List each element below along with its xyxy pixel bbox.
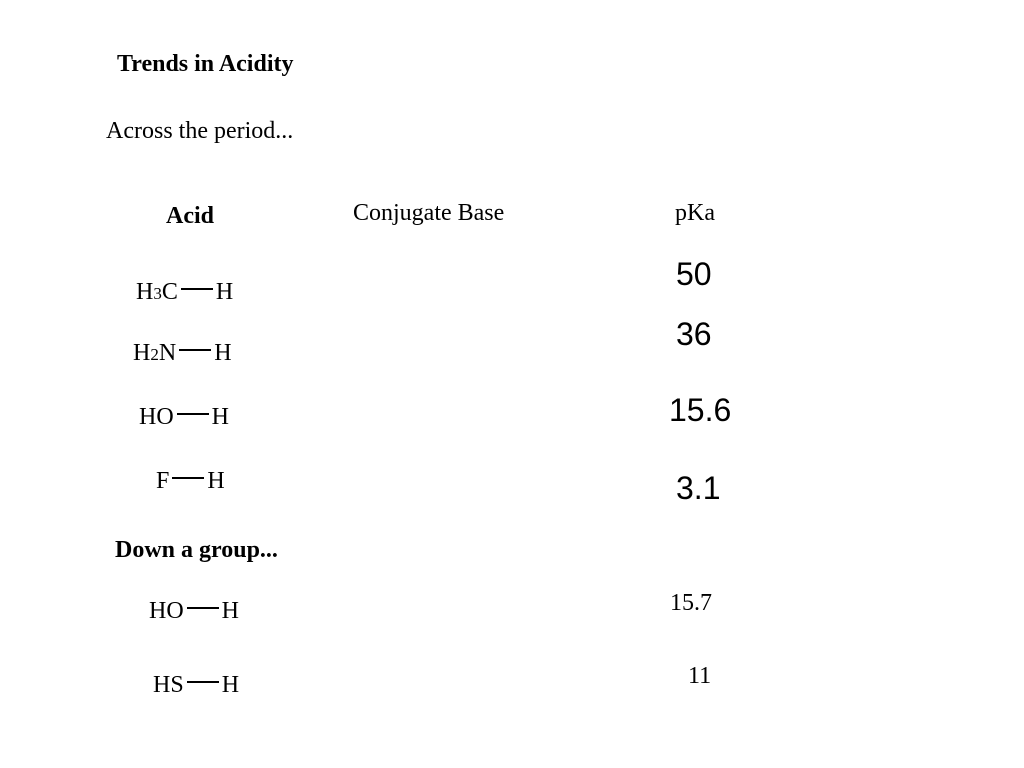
formula-group: H 2 N xyxy=(133,340,177,366)
acid-formula-hydrogen-fluoride: F H xyxy=(156,468,225,494)
pka-value: 15.6 xyxy=(669,392,732,428)
single-bond-line xyxy=(181,288,213,290)
single-bond-line xyxy=(187,607,219,609)
section-heading-period: Across the period... xyxy=(106,118,294,144)
acid-formula-water-group: HO H xyxy=(149,598,240,624)
single-bond-line xyxy=(187,681,219,683)
page-title: Trends in Acidity xyxy=(117,51,294,77)
column-header-pka: pKa xyxy=(675,200,715,226)
section-heading-group: Down a group... xyxy=(115,537,278,563)
pka-value: 15.7 xyxy=(670,590,712,616)
formula-group: H 3 C xyxy=(136,279,178,305)
pka-value: 36 xyxy=(676,316,712,352)
acid-formula-water: HO H xyxy=(139,404,230,430)
acid-formula-methane: H 3 C H xyxy=(136,279,234,305)
acid-formula-ammonia: H 2 N H xyxy=(133,340,232,366)
column-header-conjugate-base: Conjugate Base xyxy=(353,200,505,226)
pka-value: 11 xyxy=(688,663,712,689)
acid-formula-hydrogen-sulfide: HS H xyxy=(153,672,240,698)
single-bond-line xyxy=(177,413,209,415)
pka-value: 3.1 xyxy=(676,470,721,506)
column-header-acid: Acid xyxy=(166,203,214,229)
single-bond-line xyxy=(179,349,211,351)
single-bond-line xyxy=(172,477,204,479)
pka-value: 50 xyxy=(676,256,712,292)
